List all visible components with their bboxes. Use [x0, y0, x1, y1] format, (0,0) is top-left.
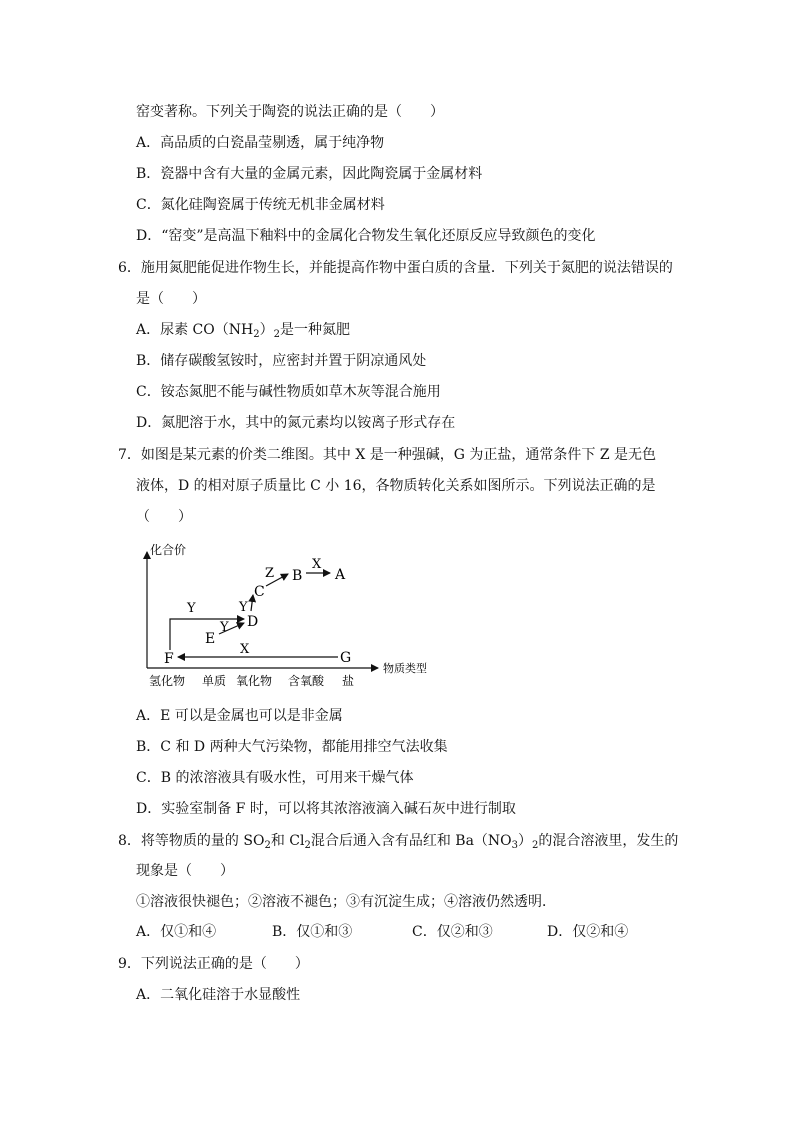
- q8-option-a: A．仅①和④: [136, 924, 217, 940]
- q8-phenomena: ①溶液很快褪色；②溶液不褪色；③有沉淀生成；④溶液仍然透明．: [136, 894, 556, 910]
- q9-option-a: A．二氧化硅溶于水显酸性: [136, 987, 301, 1003]
- q9-stem: 9．下列说法正确的是（ ）: [118, 956, 309, 972]
- label-d-to-c: Y: [239, 600, 248, 615]
- q6-option-c: C．铵态氮肥不能与碱性物质如草木灰等混合施用: [136, 384, 441, 400]
- node-f: F: [164, 651, 174, 667]
- q8-stem-cont: 现象是（ ）: [136, 863, 234, 879]
- x-category-salt: 盐: [342, 674, 355, 688]
- q7-stem-cont: 液体，D 的相对原子质量比 C 小 16，各物质转化关系如图所示。下列说法正确的是: [136, 478, 656, 494]
- label-g-to-f: X: [240, 642, 250, 657]
- q7-option-a: A．E 可以是金属也可以是非金属: [136, 708, 343, 724]
- q5-option-a: A．高品质的白瓷晶莹剔透，属于纯净物: [136, 135, 385, 151]
- q6-stem-cont: 是（ ）: [136, 291, 206, 307]
- label-b-to-a: X: [312, 557, 322, 572]
- q8-stem: 8．将等物质的量的 $SO_2$和 $Cl_2$混合后通入含有品红和 $Ba(NO_3)_2$的混合溶液里，发生的: [118, 833, 679, 851]
- q6-option-d: D．氮肥溶于水，其中的氮元素均以铵离子形式存在: [136, 415, 456, 431]
- q8-option-d: D．仅②和④: [547, 924, 629, 940]
- node-g: G: [340, 650, 352, 666]
- q7-option-c: C．B 的浓溶液具有吸水性，可用来干燥气体: [136, 770, 414, 786]
- q8-option-b: B．仅①和③: [272, 924, 353, 940]
- q8-option-c: C．仅②和③: [412, 924, 493, 940]
- x-axis-label: 物质类型: [383, 662, 427, 675]
- q5-option-c: C．氮化硅陶瓷属于传统无机非金属材料: [136, 197, 385, 213]
- q7-stem: 7．如图是某元素的价类二维图。其中 X 是一种强碱，G 为正盐，通常条件下 Z 是无色: [118, 447, 657, 463]
- label-e-to-d: Y: [220, 620, 229, 635]
- q5-option-d: D．“窑变”是高温下釉料中的金属化合物发生氧化还原反应导致颜色的变化: [136, 228, 596, 244]
- q7-stem-cont-2: （ ）: [136, 509, 192, 525]
- node-b: B: [292, 568, 303, 584]
- label-c-to-b: Z: [265, 566, 275, 581]
- node-a: A: [335, 567, 346, 583]
- q7-option-b: B．C 和 D 两种大气污染物，都能用排空气法收集: [136, 739, 448, 755]
- x-category-oxyacid: 含氧酸: [288, 674, 325, 688]
- arrow-d-to-c: [251, 595, 253, 611]
- x-category-oxide: 氧化物: [236, 674, 273, 688]
- q6-stem: 6．施用氮肥能促进作物生长，并能提高作物中蛋白质的含量．下列关于氮肥的说法错误的: [118, 260, 673, 276]
- x-category-element: 单质: [202, 674, 227, 688]
- q5-stem: 窑变著称。下列关于陶瓷的说法正确的是（ ）: [136, 104, 444, 120]
- node-d: D: [247, 614, 259, 630]
- node-e: E: [205, 631, 216, 647]
- valence-class-diagram: [130, 538, 450, 688]
- q6-option-a: A．尿素 $CO(NH_2)_2$是一种氮肥: [136, 322, 350, 340]
- x-category-hydride: 氢化物: [149, 674, 186, 688]
- q6-option-b: B．储存碳酸氢铵时，应密封并置于阴凉通风处: [136, 353, 427, 369]
- label-f-to-d: Y: [187, 601, 196, 616]
- q5-option-b: B．瓷器中含有大量的金属元素，因此陶瓷属于金属材料: [136, 166, 483, 182]
- node-c: C: [254, 584, 265, 600]
- q7-option-d: D．实验室制备 F 时，可以将其浓溶液滴入碱石灰中进行制取: [136, 801, 516, 817]
- y-axis-label: 化合价: [150, 543, 187, 557]
